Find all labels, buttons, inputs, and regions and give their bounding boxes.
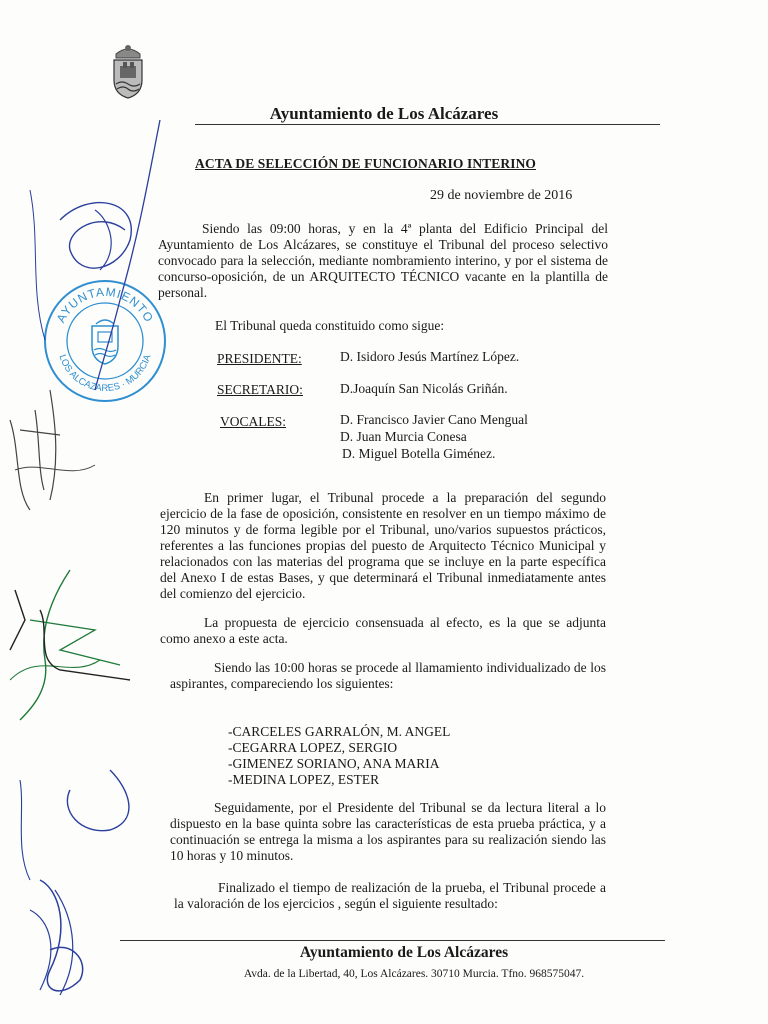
margin-signatures-icon xyxy=(0,90,190,1020)
paragraph-calling: Siendo las 10:00 horas se procede al llamamiento individualizado de los aspirantes, compareciendo los siguientes: xyxy=(170,660,606,691)
secretario-label: SECRETARIO: xyxy=(217,382,303,397)
paragraph-reading: Seguidamente, por el Presidente del Tribunal se da lectura literal a lo dispuesto en la base quinta sobre las características de esta prueba práctica, y a continuación se entrega la misma a los aspirantes para su realización siendo las 10 horas y 10 minutos. xyxy=(170,800,606,863)
svg-text:LOS ALCAZARES · MURCIA: LOS ALCAZARES · MURCIA xyxy=(56,353,154,395)
aspirant-item: -CEGARRA LOPEZ, SERGIO xyxy=(228,740,398,755)
paragraph-proposal: La propuesta de ejercicio consensuada al efecto, es la que se adjunta como anexo a este acta. xyxy=(160,615,606,646)
aspirants-list xyxy=(228,724,450,788)
aspirant-item: -CARCELES GARRALÓN, M. ANGEL xyxy=(228,724,451,739)
document-title: ACTA DE SELECCIÓN DE FUNCIONARIO INTERINO xyxy=(195,156,537,171)
footer-address: Avda. de la Libertad, 40, Los Alcázares. 30710 Murcia. Tfno. 968575047. xyxy=(243,968,585,980)
tribunal-intro: El Tribunal queda constituido como sigue: xyxy=(215,318,445,333)
paragraph-opening: Siendo las 09:00 horas, y en la 4ª planta del Edificio Principal del Ayuntamiento de Los Alcázares, se constituye el Tribunal del proceso selectivo convocado para la selección, mediante nombramiento interino, y por el sistema de concurso-oposición, de un ARQUITECTO TÉCNICO vacante en la plantilla de personal. xyxy=(158,221,608,300)
presidente-name: D. Isidoro Jesús Martínez López. xyxy=(340,349,520,364)
footer-institution: Ayuntamiento de Los Alcázares xyxy=(299,944,509,961)
secretario-name: D.Joaquín San Nicolás Griñán. xyxy=(340,381,508,396)
vocal-item: D. Miguel Botella Giménez. xyxy=(342,446,496,461)
svg-text:AYUNTAMIENTO: AYUNTAMIENTO xyxy=(53,284,157,325)
aspirant-item: -GIMENEZ SORIANO, ANA MARIA xyxy=(228,756,440,771)
document-date: 29 de noviembre de 2016 xyxy=(430,188,573,203)
paragraph-evaluation: Finalizado el tiempo de realización de la prueba, el Tribunal procede a la valoración de los ejercicios , según el siguiente resultado: xyxy=(174,880,606,911)
paragraph-exercise: En primer lugar, el Tribunal procede a la preparación del segundo ejercicio de la fase de oposición, consistente en resolver en un tiempo máximo de 120 minutos y de forma legible por el Tribunal, uno/varios supuestos prácticos, referentes a las funciones propias del puesto de Arquitecto Técnico Municipal y relacionados con las materias del programa que se incluye en la parte específica del Anexo I de estas Bases, y que determinará el Tribunal inmediatamente antes del comienzo del ejercicio. xyxy=(160,490,606,601)
vocal-item: D. Juan Murcia Conesa xyxy=(340,429,467,444)
presidente-label: PRESIDENTE: xyxy=(217,351,302,366)
aspirant-item: -MEDINA LOPEZ, ESTER xyxy=(228,772,380,787)
vocal-item: D. Francisco Javier Cano Mengual xyxy=(340,412,528,427)
vocales-label: VOCALES: xyxy=(220,414,287,429)
footer-divider xyxy=(120,940,665,941)
header-divider xyxy=(195,124,660,125)
vocales-list xyxy=(340,411,528,462)
header-institution: Ayuntamiento de Los Alcázares xyxy=(269,104,499,123)
